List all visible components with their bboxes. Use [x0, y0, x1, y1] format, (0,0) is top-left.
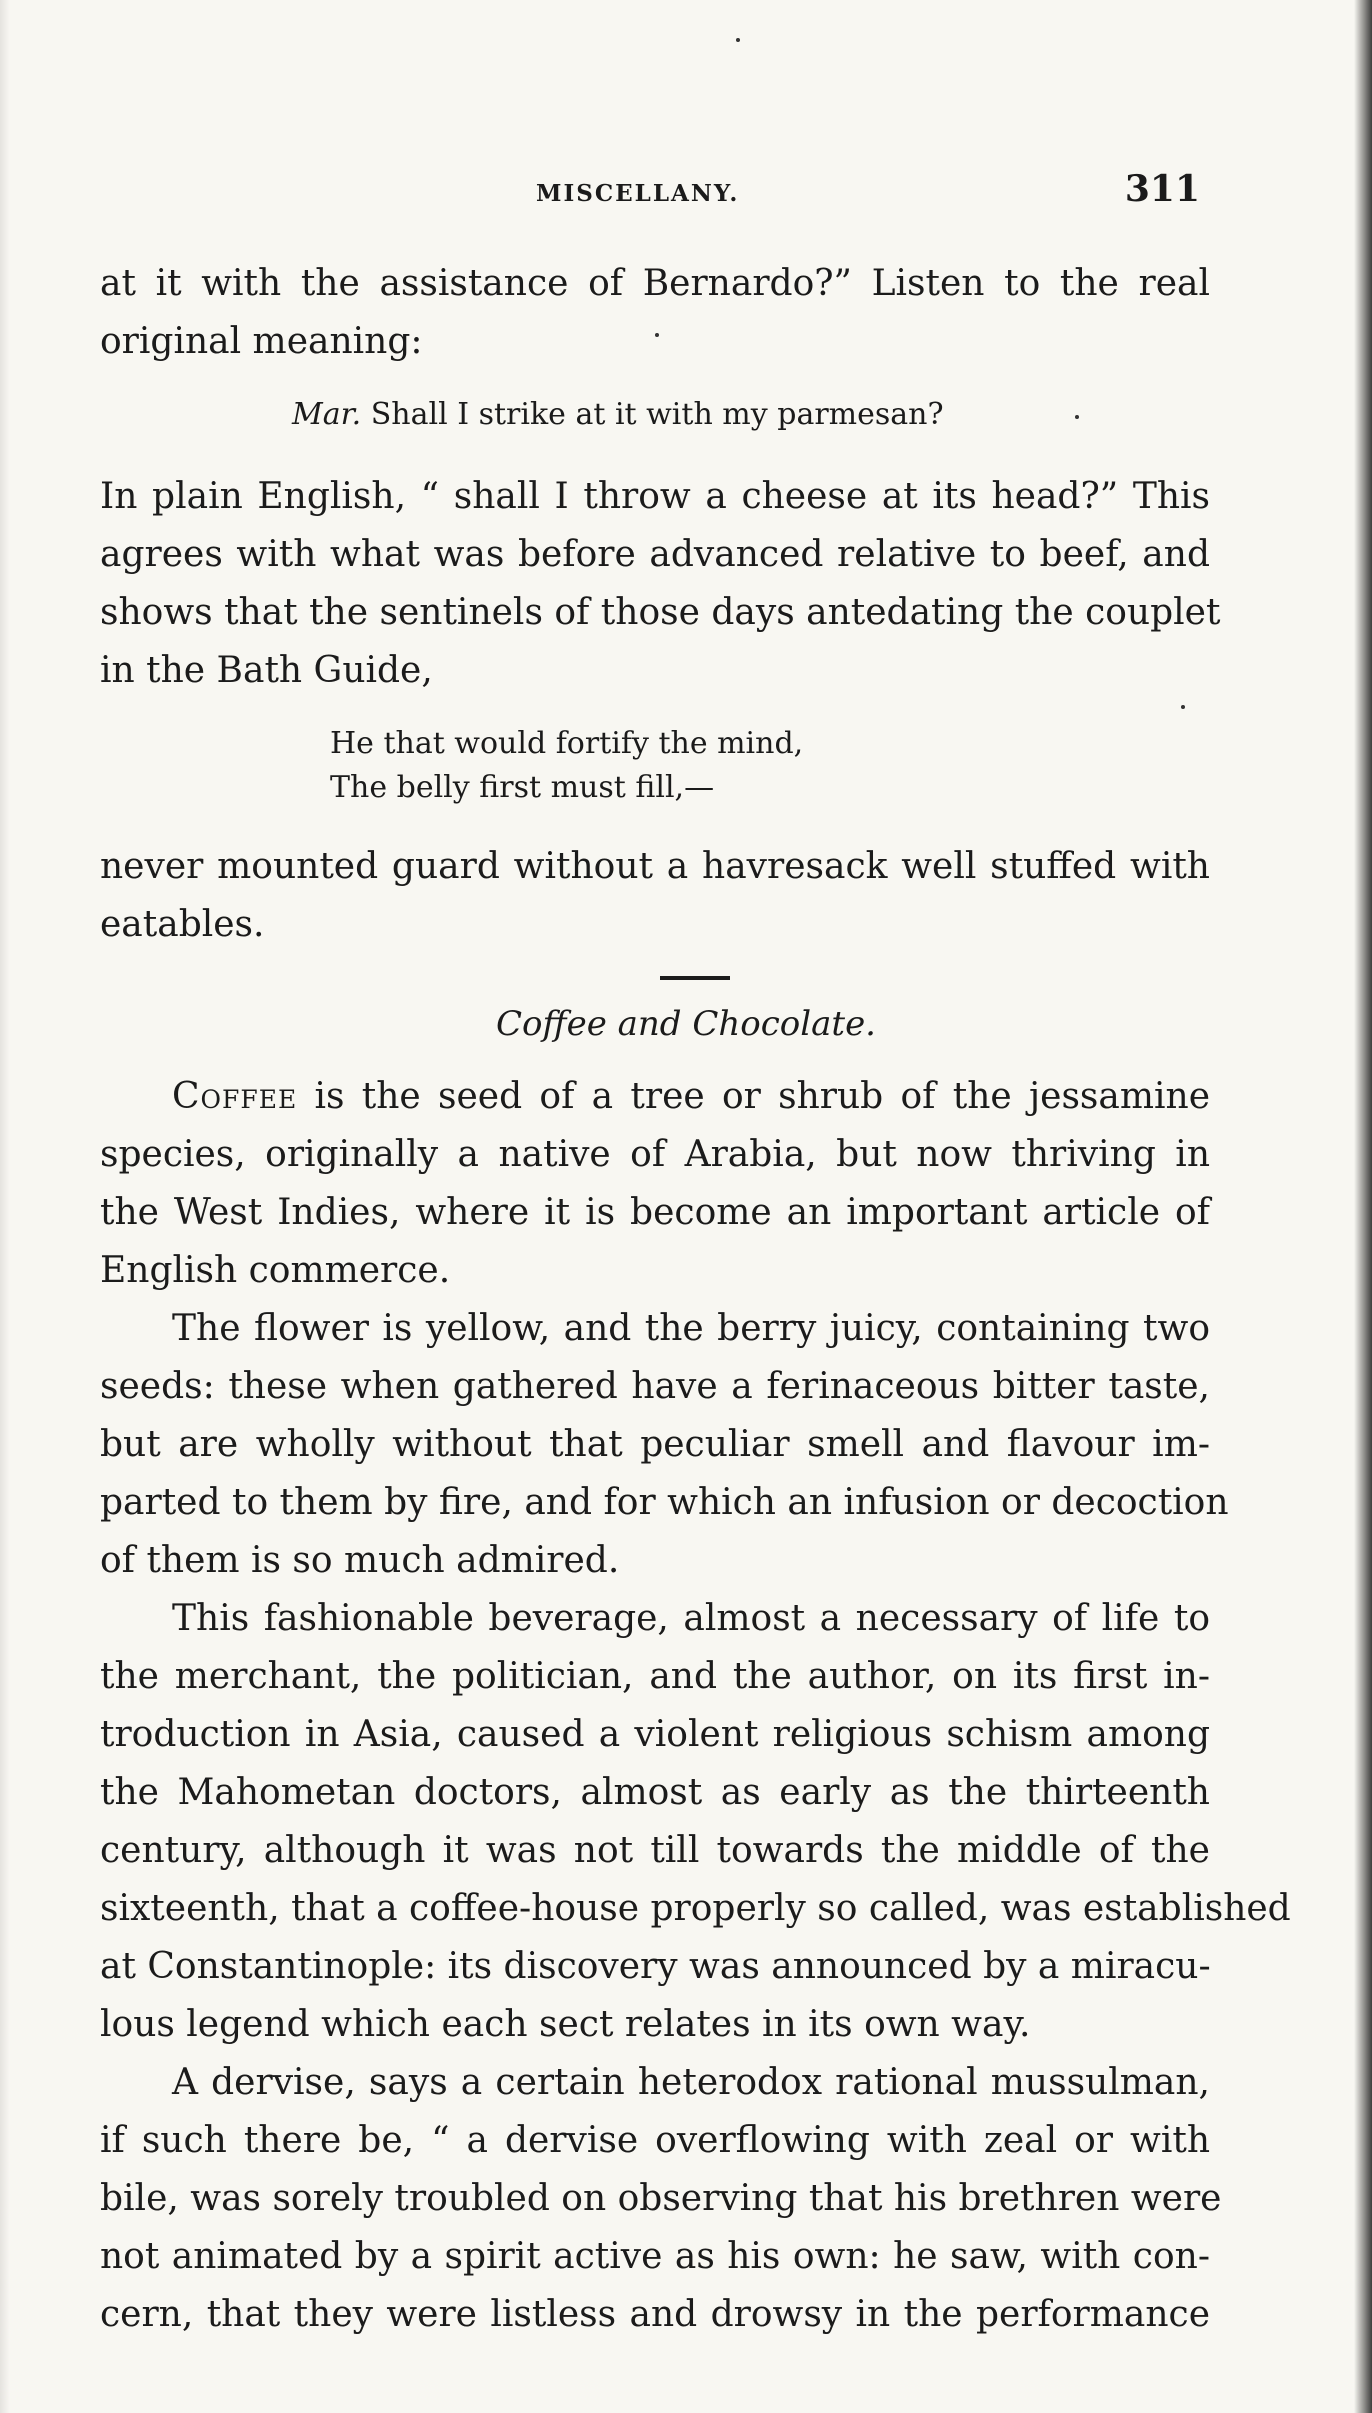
page-number: 311 [1124, 168, 1200, 210]
body-line: A dervise, says a certain heterodox rational mussulman, [172, 2062, 1210, 2103]
body-line: but are wholly without that peculiar smell and flavour im- [100, 1424, 1210, 1465]
quote-text: Shall I strike at it with my parmesan? [370, 397, 944, 432]
body-line: English commerce. [100, 1250, 451, 1291]
dialogue-quote [292, 393, 944, 437]
verse-line: He that would fortify the mind, [330, 726, 804, 761]
body-line: not animated by a spirit active as his own: he saw, with con- [100, 2236, 1210, 2277]
body-line: the merchant, the politician, and the author, on its first in- [100, 1656, 1210, 1697]
speaker-name: Mar. [292, 397, 362, 432]
body-text: is the seed of a tree or shrub of the jessamine [314, 1076, 1210, 1117]
body-line: shows that the sentinels of those days antedating the couplet [100, 592, 1221, 633]
body-line: century, although it was not till towards the middle of the [100, 1830, 1210, 1871]
running-head: MISCELLANY. [536, 180, 740, 207]
body-line: troduction in Asia, caused a violent religious schism among [100, 1714, 1210, 1755]
body-line: the West Indies, where it is become an important article of [100, 1192, 1210, 1233]
body-line: if such there be, “ a dervise overflowing with zeal or with [100, 2120, 1210, 2161]
body-line: parted to them by fire, and for which an infusion or decoction [100, 1482, 1229, 1523]
drop-word: Coffee [172, 1076, 298, 1117]
body-line: at Constantinople: its discovery was announced by a miracu- [100, 1946, 1211, 1987]
page-header [100, 168, 1200, 218]
section-title: Coffee and Chocolate. [496, 1004, 876, 1044]
body-line: the Mahometan doctors, almost as early as the thirteenth [100, 1772, 1210, 1813]
body-line: sixteenth, that a coffee-house properly so called, was established [100, 1888, 1291, 1929]
body-line: cern, that they were listless and drowsy in the performance [100, 2294, 1210, 2335]
print-speck [1075, 415, 1079, 419]
body-line: lous legend which each sect relates in its own way. [100, 2004, 1031, 2045]
body-line: species, originally a native of Arabia, but now thriving in [100, 1134, 1210, 1175]
section-divider [660, 976, 730, 980]
body-line: original meaning: [100, 321, 423, 362]
body-line [172, 1068, 1210, 1126]
print-speck [655, 333, 659, 337]
body-line: in the Bath Guide, [100, 650, 433, 691]
body-line: never mounted guard without a havresack well stuffed with [100, 846, 1210, 887]
body-line: of them is so much admired. [100, 1540, 620, 1581]
body-line: In plain English, “ shall I throw a cheese at its head?” This [100, 476, 1210, 517]
page-gutter-shadow [0, 0, 10, 2413]
verse-line: The belly first must fill,— [330, 770, 715, 805]
body-line: This fashionable beverage, almost a necessary of life to [172, 1598, 1210, 1639]
print-speck [736, 38, 740, 42]
body-line: agrees with what was before advanced relative to beef, and [100, 534, 1210, 575]
body-line: bile, was sorely troubled on observing that his brethren were [100, 2178, 1222, 2219]
page-edge-shadow [1354, 0, 1372, 2413]
body-line: The flower is yellow, and the berry juicy, containing two [172, 1308, 1210, 1349]
print-speck [1181, 705, 1185, 709]
body-line: at it with the assistance of Bernardo?” Listen to the real [100, 263, 1210, 304]
body-line: eatables. [100, 904, 265, 945]
body-line: seeds: these when gathered have a ferinaceous bitter taste, [100, 1366, 1210, 1407]
